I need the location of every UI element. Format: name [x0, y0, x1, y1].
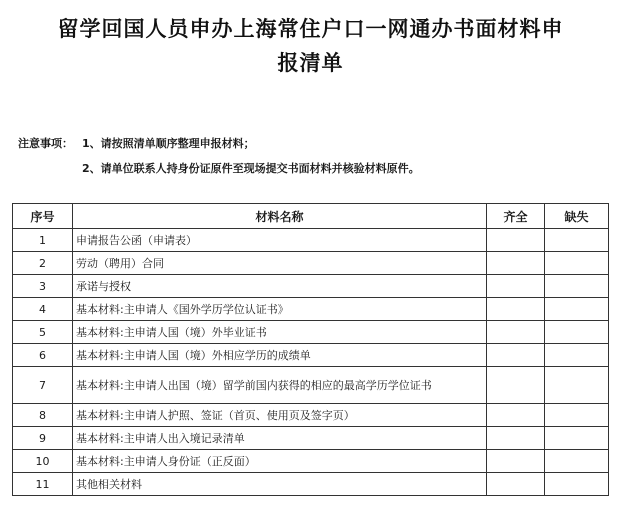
row-complete-cell[interactable] — [487, 367, 545, 404]
row-name: 承诺与授权 — [73, 275, 487, 298]
row-complete-cell[interactable] — [487, 275, 545, 298]
notes-section — [18, 137, 420, 176]
row-missing-cell[interactable] — [545, 252, 609, 275]
row-name: 基本材料:主申请人出入境记录清单 — [73, 427, 487, 450]
header-seq: 序号 — [13, 204, 73, 229]
table-row — [13, 367, 609, 404]
row-seq: 10 — [13, 450, 73, 473]
row-missing-cell[interactable] — [545, 367, 609, 404]
table-header-row — [13, 204, 609, 229]
notes-label: 注意事项： — [18, 137, 73, 150]
row-complete-cell[interactable] — [487, 321, 545, 344]
row-seq: 3 — [13, 275, 73, 298]
document-title — [10, 12, 611, 80]
row-name: 其他相关材料 — [73, 473, 487, 496]
materials-table — [12, 203, 609, 496]
row-seq: 1 — [13, 229, 73, 252]
table-row — [13, 404, 609, 427]
row-seq: 8 — [13, 404, 73, 427]
row-name: 基本材料:主申请人出国（境）留学前国内获得的相应的最高学历学位证书 — [73, 367, 487, 404]
table-row — [13, 450, 609, 473]
table-row — [13, 298, 609, 321]
row-complete-cell[interactable] — [487, 404, 545, 427]
table-row — [13, 252, 609, 275]
note-item-2: 2、请单位联系人持身份证原件至现场提交书面材料并核验材料原件。 — [82, 162, 420, 175]
title-line-1: 留学回国人员申办上海常住户口一网通办书面材料申 — [57, 17, 564, 41]
row-complete-cell[interactable] — [487, 298, 545, 321]
row-missing-cell[interactable] — [545, 298, 609, 321]
row-seq: 2 — [13, 252, 73, 275]
row-name: 基本材料:主申请人国（境）外相应学历的成绩单 — [73, 344, 487, 367]
header-name: 材料名称 — [73, 204, 487, 229]
row-missing-cell[interactable] — [545, 275, 609, 298]
row-missing-cell[interactable] — [545, 321, 609, 344]
row-complete-cell[interactable] — [487, 344, 545, 367]
table-row — [13, 427, 609, 450]
table-row — [13, 229, 609, 252]
table-row — [13, 473, 609, 496]
note-line-2 — [18, 162, 420, 176]
row-missing-cell[interactable] — [545, 404, 609, 427]
row-name: 基本材料:主申请人护照、签证（首页、使用页及签字页） — [73, 404, 487, 427]
note-line-1 — [18, 137, 420, 151]
row-complete-cell[interactable] — [487, 473, 545, 496]
row-complete-cell[interactable] — [487, 252, 545, 275]
note-item-1: 1、请按照清单顺序整理申报材料； — [82, 137, 255, 150]
row-seq: 4 — [13, 298, 73, 321]
row-name: 劳动（聘用）合同 — [73, 252, 487, 275]
row-name: 申请报告公函（申请表） — [73, 229, 487, 252]
row-missing-cell[interactable] — [545, 450, 609, 473]
row-complete-cell[interactable] — [487, 427, 545, 450]
header-complete: 齐全 — [487, 204, 545, 229]
row-seq: 11 — [13, 473, 73, 496]
table-row — [13, 275, 609, 298]
row-name: 基本材料:主申请人国（境）外毕业证书 — [73, 321, 487, 344]
table-row — [13, 344, 609, 367]
row-name: 基本材料:主申请人身份证（正反面） — [73, 450, 487, 473]
row-seq: 5 — [13, 321, 73, 344]
row-name: 基本材料:主申请人《国外学历学位认证书》 — [73, 298, 487, 321]
row-seq: 9 — [13, 427, 73, 450]
row-seq: 6 — [13, 344, 73, 367]
row-missing-cell[interactable] — [545, 229, 609, 252]
row-seq: 7 — [13, 367, 73, 404]
title-line-2: 报清单 — [277, 51, 344, 75]
row-missing-cell[interactable] — [545, 344, 609, 367]
row-complete-cell[interactable] — [487, 229, 545, 252]
table-row — [13, 321, 609, 344]
row-complete-cell[interactable] — [487, 450, 545, 473]
header-missing: 缺失 — [545, 204, 609, 229]
row-missing-cell[interactable] — [545, 427, 609, 450]
row-missing-cell[interactable] — [545, 473, 609, 496]
